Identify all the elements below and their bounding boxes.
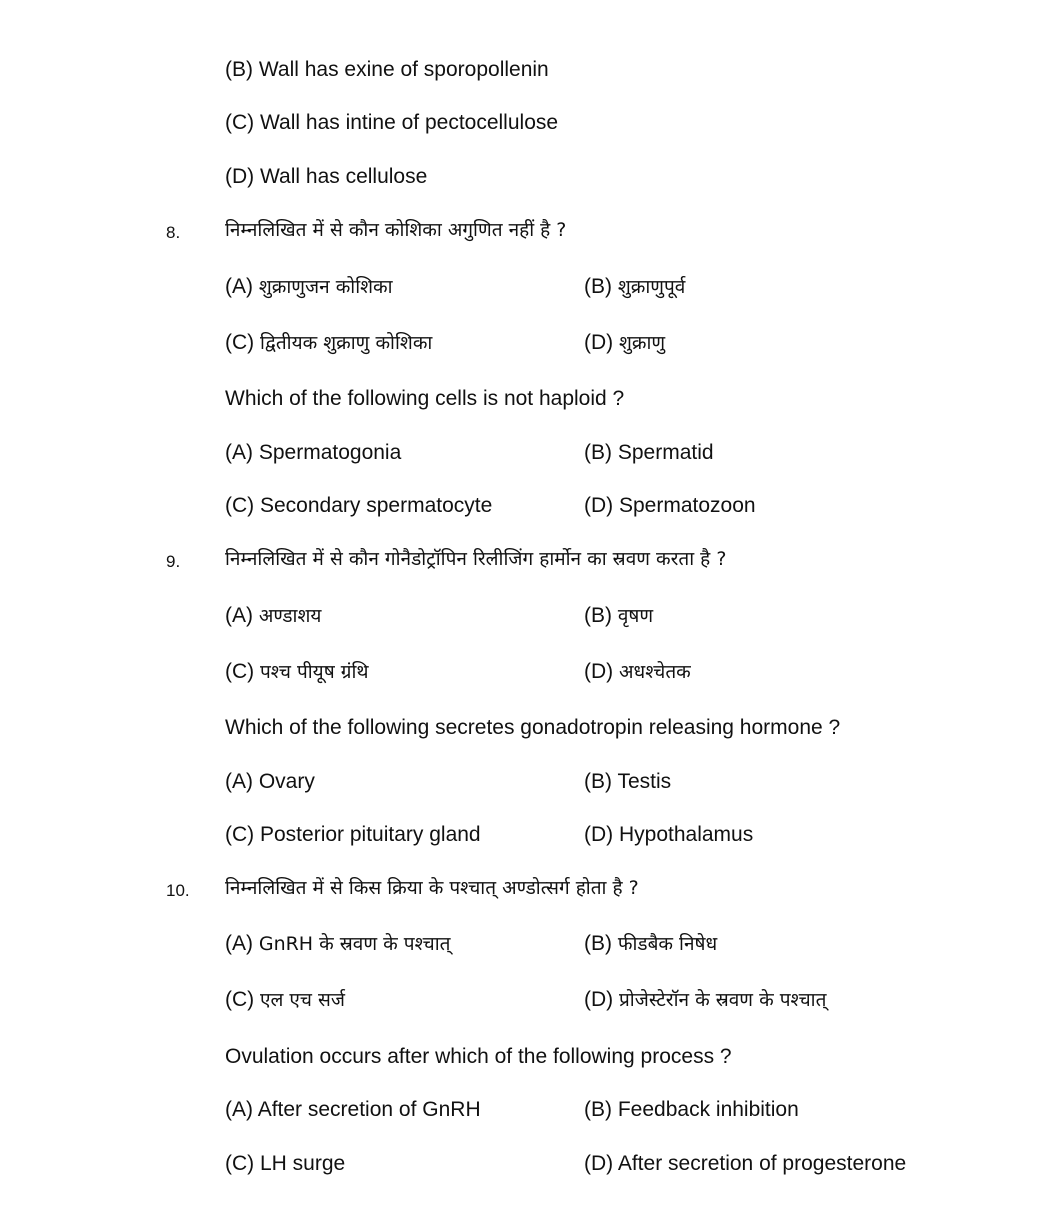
option-label: (D): [584, 1152, 614, 1175]
option-label: (A): [225, 275, 253, 298]
q9-hindi-option-c: [225, 659, 369, 685]
option-label: (C): [225, 1152, 255, 1175]
q9-hindi-option-a: [225, 603, 321, 629]
option-text: प्रोजेस्टेरॉन के स्रवण के पश्चात्: [619, 989, 827, 1011]
option-text: अधश्चेतक: [619, 661, 691, 683]
q10-hindi-option-c: [225, 987, 345, 1013]
option-label: (B): [584, 604, 612, 627]
option-label: (D): [584, 494, 614, 517]
option-text: पश्च पीयूष ग्रंथि: [260, 661, 369, 683]
option-text: Hypothalamus: [619, 823, 754, 846]
q7-option-d: [225, 164, 427, 190]
option-label: (D): [584, 823, 614, 846]
option-label: (B): [584, 932, 612, 955]
option-text: Wall has cellulose: [260, 165, 428, 188]
q7-option-c: [225, 110, 558, 136]
q9-english-option-b: [584, 769, 671, 795]
option-label: (B): [584, 441, 612, 464]
option-label: (A): [225, 441, 253, 464]
q10-hindi-option-b: [584, 931, 717, 957]
option-label: (A): [225, 932, 253, 955]
question-hindi: निम्नलिखित में से कौन कोशिका अगुणित नहीं है ?: [225, 219, 567, 241]
option-text: द्वितीयक शुक्राणु कोशिका: [260, 332, 433, 354]
option-text: Ovary: [258, 770, 315, 793]
q9-english-option-a: [225, 769, 315, 795]
option-text: Spermatogonia: [258, 441, 402, 464]
question-number: 8.: [166, 223, 181, 242]
q8-hindi-option-b: [584, 274, 685, 300]
option-label: (B): [225, 58, 253, 81]
option-text: Testis: [617, 770, 672, 793]
question-hindi: निम्नलिखित में से कौन गोनैडोट्रॉपिन रिलीजिंग हार्मोन का स्रवण करता है ?: [225, 548, 727, 570]
option-label: (D): [584, 331, 614, 354]
option-label: (B): [584, 275, 612, 298]
q8-english-option-a: [225, 440, 401, 466]
q8-hindi-option-c: [225, 330, 432, 356]
option-text: LH surge: [260, 1152, 346, 1175]
q9-hindi-option-b: [584, 603, 653, 629]
question-number: 10.: [166, 881, 190, 900]
q8-english-option-d: [584, 493, 756, 519]
q10-english-option-c: [225, 1151, 345, 1177]
option-text: शुक्राणुपूर्व: [617, 276, 686, 298]
option-label: (C): [225, 494, 255, 517]
option-text: Posterior pituitary gland: [260, 823, 481, 846]
option-text: फीडबैक निषेध: [617, 933, 718, 955]
option-label: (B): [584, 1098, 612, 1121]
option-label: (B): [584, 770, 612, 793]
q10-english-option-b: [584, 1097, 799, 1123]
option-text: Feedback inhibition: [617, 1098, 799, 1121]
question-number: 9.: [166, 552, 181, 571]
option-label: (C): [225, 988, 255, 1011]
q10-english-option-a: [225, 1097, 481, 1123]
q8-hindi-option-d: [584, 330, 665, 356]
option-label: (C): [225, 111, 255, 134]
option-label: (A): [225, 604, 253, 627]
option-text: Spermatozoon: [619, 494, 756, 517]
question-english: Ovulation occurs after which of the following process ?: [225, 1045, 732, 1068]
option-text: शुक्राणु: [619, 332, 666, 354]
option-label: (D): [584, 988, 614, 1011]
option-text: Secondary spermatocyte: [260, 494, 493, 517]
question-hindi: निम्नलिखित में से किस क्रिया के पश्चात् अण्डोत्सर्ग होता है ?: [225, 877, 639, 899]
q9-hindi-option-d: [584, 659, 691, 685]
option-label: (A): [225, 770, 253, 793]
option-label: (A): [225, 1098, 253, 1121]
question-english: Which of the following cells is not haploid ?: [225, 387, 625, 410]
option-text: Wall has intine of pectocellulose: [260, 111, 559, 134]
option-text: After secretion of GnRH: [257, 1098, 481, 1121]
option-label: (D): [225, 165, 255, 188]
option-text: Spermatid: [617, 441, 714, 464]
option-text: GnRH के स्रवण के पश्चात्: [258, 933, 451, 955]
option-text: Wall has exine of sporopollenin: [258, 58, 549, 81]
q10-hindi-option-a: [225, 931, 450, 957]
q10-hindi-option-d: [584, 987, 826, 1013]
option-text: After secretion of progesterone: [617, 1152, 907, 1175]
question-english: Which of the following secretes gonadotropin releasing hormone ?: [225, 716, 841, 739]
q10-english-option-d: [584, 1151, 906, 1177]
option-label: (D): [584, 660, 614, 683]
q9-english-option-d: [584, 822, 753, 848]
option-text: वृषण: [617, 605, 654, 627]
q9-english-option-c: [225, 822, 481, 848]
q7-option-b: [225, 57, 549, 83]
q8-hindi-option-a: [225, 274, 393, 300]
option-text: शुक्राणुजन कोशिका: [258, 276, 393, 298]
option-label: (C): [225, 331, 255, 354]
option-label: (C): [225, 823, 255, 846]
option-text: एल एच सर्ज: [260, 989, 345, 1011]
option-text: अण्डाशय: [258, 605, 322, 627]
q8-english-option-c: [225, 493, 492, 519]
q8-english-option-b: [584, 440, 714, 466]
option-label: (C): [225, 660, 255, 683]
